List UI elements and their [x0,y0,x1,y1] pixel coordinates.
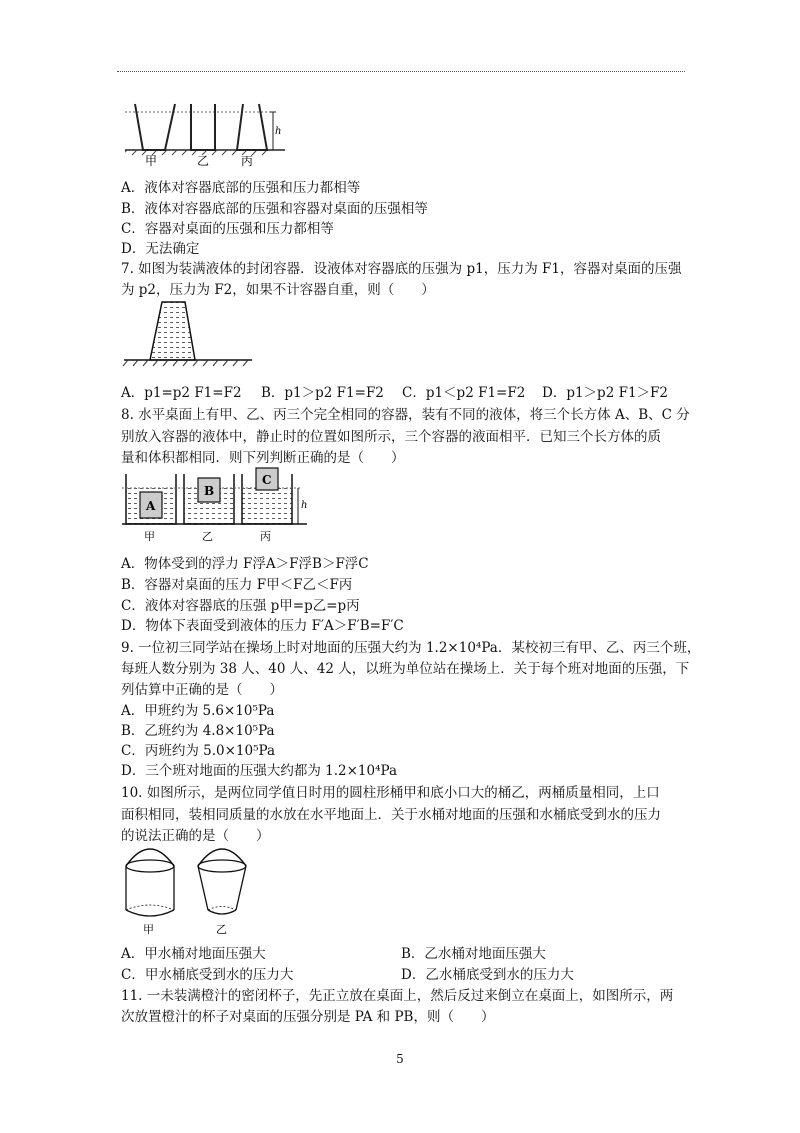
q6-option-a: A．液体对容器底部的压强和压力都相等 [121,180,361,196]
q6-label-jia: 甲 [145,154,158,168]
q10-label-jia: 甲 [143,923,154,936]
q10-stem-line3: 的说法正确的是（ ） [121,828,270,844]
q11-stem-line1: 11. 一未装满橙汁的密闭杯子，先正立放在桌面上，然后反过来倒立在桌面上，如图所示，两 [121,988,674,1004]
q8-label-bing: 丙 [260,530,271,543]
q10-stem-line1: 10. 如图所示，是两位同学值日时用的圆柱形桶甲和底小口大的桶乙，两桶质量相同，上口 [121,785,660,801]
q8-option-b: B．容器对桌面的压力 F甲＜F乙＜F丙 [121,577,353,593]
q7-option-c: C．p1＜p2 F1=F2 [402,385,526,401]
q10-option-d: D．乙水桶底受到水的压力大 [401,967,574,983]
q6-option-c: C．容器对桌面的压强和压力都相等 [121,221,334,237]
q8-figure-h: h [301,500,308,511]
q8-stem-line2: 别放入容器的液体中，静止时的位置如图所示，三个容器的液面相平．已知三个长方体的质 [121,429,661,445]
q10-label-yi: 乙 [216,923,227,936]
q9-stem-line2: 每班人数分别为 38 人、40 人、42 人，以班为单位站在操场上．关于每个班对地面的压强，下 [121,661,690,677]
q6-figure-h: h [275,126,282,137]
q8-option-c: C．液体对容器底的压强 p甲=p乙=p丙 [121,598,360,614]
q6-option-b: B．液体对容器底部的压强和容器对桌面的压强相等 [121,201,428,217]
q7-option-b: B．p1＞p2 F1=F2 [261,385,384,401]
q7-stem-line1: 7. 如图为装满液体的封闭容器．设液体对容器底的压强为 p1，压力为 F1，容器对桌面的压强 [121,261,682,277]
q9-option-d: D．三个班对地面的压强大约都为 1.2×10⁴Pa [121,763,398,779]
q6-label-bing: 丙 [241,154,254,168]
q8-block-a: A [146,499,156,513]
q7-option-a: A．p1=p2 F1=F2 [121,385,242,401]
q10-stem-line2: 面积相同，装相同质量的水放在水平地面上．关于水桶对地面的压强和水桶底受到水的压力 [121,807,661,823]
q10-option-c: C．甲水桶底受到水的压力大 [121,967,294,983]
q9-option-a: A．甲班约为 5.6×10⁵Pa [121,703,275,719]
q6-option-d: D．无法确定 [121,241,200,257]
q9-option-b: B．乙班约为 4.8×10⁵Pa [121,723,275,739]
q6-label-yi: 乙 [197,154,210,168]
q7-stem-line2: 为 p2，压力为 F2，如果不计容器自重，则（ ） [121,282,435,298]
q8-figure [122,466,322,546]
q8-label-yi: 乙 [202,530,213,543]
q9-stem-line3: 列估算中正确的是（ ） [121,682,283,698]
q8-stem-line3: 量和体积都相同．则下列判断正确的是（ ） [121,450,405,466]
q10-option-a: A．甲水桶对地面压强大 [121,946,266,962]
header-rule [117,71,685,72]
q8-block-c: C [262,473,272,487]
q6-figure [125,100,290,168]
q9-stem-line1: 9. 一位初三同学站在操场上时对地面的压强大约为 1.2×10⁴Pa．某校初三有甲、乙、丙三个班， [121,640,701,656]
q8-block-b: B [204,484,215,498]
q7-option-d: D．p1＞p2 F1＞F2 [542,385,668,401]
q8-option-a: A．物体受到的浮力 F浮A＞F浮B＞F浮C [121,556,369,572]
q10-option-b: B．乙水桶对地面压强大 [401,946,546,962]
q8-label-jia: 甲 [144,530,155,543]
page-number: 5 [396,1052,404,1066]
q8-option-d: D．物体下表面受到液体的压力 F′A＞F′B=F′C [121,618,404,634]
q10-figure [118,838,258,938]
q8-stem-line1: 8. 水平桌面上有甲、乙、丙三个完全相同的容器，装有不同的液体，将三个长方体 A、B、C 分 [121,407,690,423]
q9-option-c: C．丙班约为 5.0×10⁵Pa [121,743,276,759]
q11-stem-line2: 次放置橙汁的杯子对桌面的压强分别是 PA 和 PB，则（ ） [121,1009,495,1025]
q7-figure [122,300,257,370]
